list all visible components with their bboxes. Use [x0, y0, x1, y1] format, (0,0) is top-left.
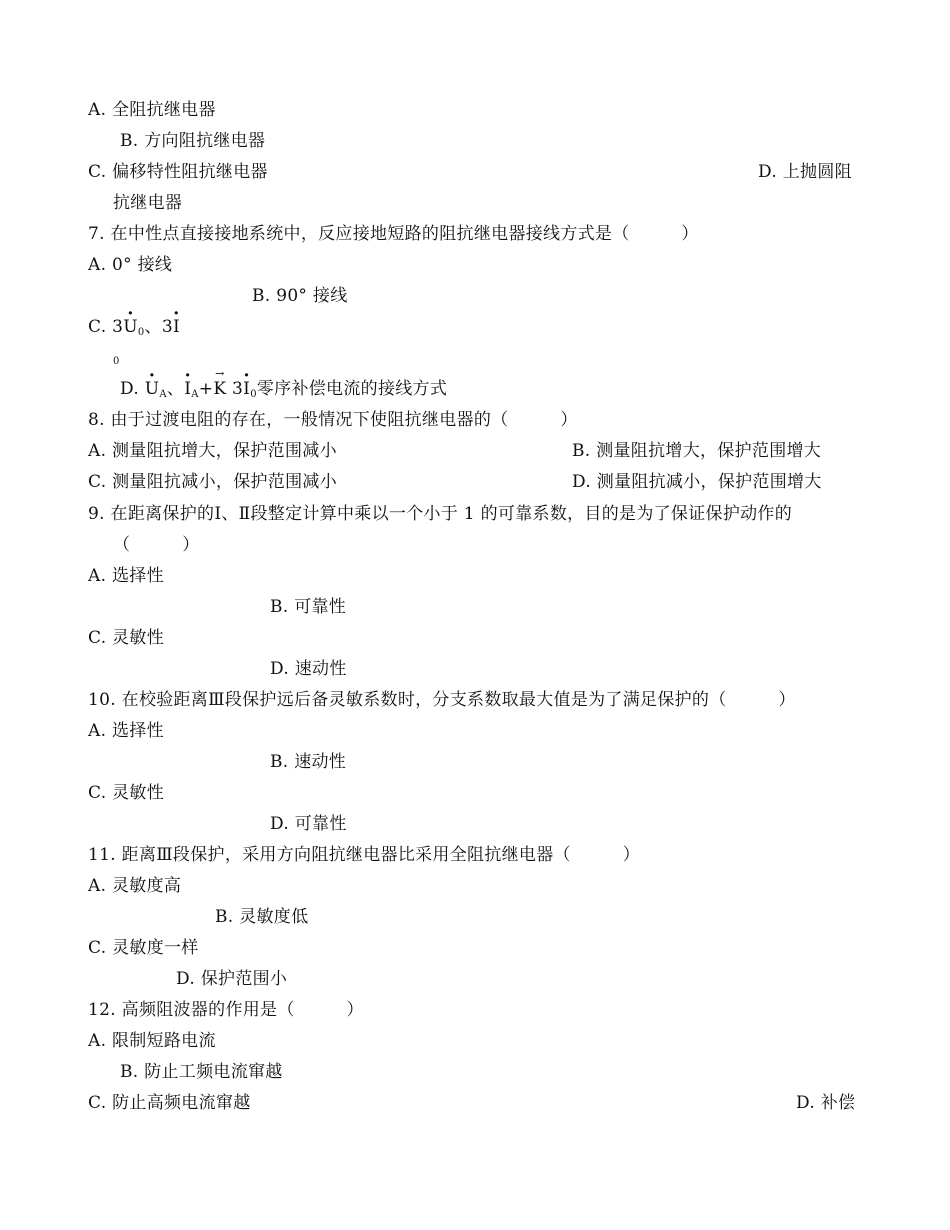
- q7-d-i-phasor: · I: [184, 378, 191, 400]
- q7-option-b: B. 90° 接线: [252, 286, 348, 306]
- q9-option-c: C. 灵敏性: [88, 628, 165, 648]
- q6-option-c: C. 偏移特性阻抗继电器: [88, 162, 268, 182]
- q7-d-i-subscript: A: [191, 389, 199, 400]
- q7-c-u-subscript: 0: [137, 327, 145, 338]
- q12-stem: 12. 高频阻波器的作用是（ ）: [88, 1000, 364, 1020]
- q12-option-d: D. 补偿: [796, 1093, 856, 1113]
- q8-option-c: C. 测量阻抗减小，保护范围减小: [88, 472, 338, 492]
- q7-option-a: A. 0° 接线: [88, 255, 173, 275]
- q6-option-a: A. 全阻抗继电器: [88, 100, 216, 120]
- q7-d-three: 3: [226, 379, 244, 399]
- q8-option-b: B. 测量阻抗增大，保护范围增大: [572, 441, 822, 461]
- q7-d-separator: 、: [166, 379, 185, 399]
- q7-c-mid: 、3: [144, 317, 173, 337]
- q8-stem: 8. 由于过渡电阻的存在，一般情况下使阻抗继电器的（ ）: [88, 410, 578, 430]
- q11-option-d: D. 保护范围小: [176, 969, 288, 989]
- q10-option-a: A. 选择性: [88, 721, 164, 741]
- q7-option-d: [120, 378, 447, 406]
- q7-c-i-subscript: 0: [113, 356, 120, 367]
- q9-option-d: D. 速动性: [270, 659, 347, 679]
- q12-option-c: C. 防止高频电流窜越: [88, 1093, 251, 1113]
- q7-d-u-phasor: · U: [145, 378, 160, 400]
- q7-d-u-subscript: A: [159, 389, 167, 400]
- q11-stem: 11. 距离Ⅲ段保护，采用方向阻抗继电器比采用全阻抗继电器（ ）: [88, 845, 641, 865]
- q7-stem: 7. 在中性点直接接地系统中，反应接地短路的阻抗继电器接线方式是（ ）: [88, 224, 699, 244]
- q11-option-a: A. 灵敏度高: [88, 876, 182, 896]
- q6-option-d: D. 上抛圆阻: [758, 162, 852, 182]
- q7-d-i0-subscript: 0: [250, 389, 257, 400]
- q10-option-c: C. 灵敏性: [88, 783, 165, 803]
- q8-option-d: D. 测量阻抗减小，保护范围增大: [572, 472, 822, 492]
- q12-option-b: B. 防止工频电流窜越: [120, 1062, 283, 1082]
- q6-option-d-continued: 抗继电器: [113, 193, 183, 213]
- q10-stem: 10. 在校验距离Ⅲ段保护远后备灵敏系数时，分支系数取最大值是为了满足保护的（ ）: [88, 690, 796, 710]
- q7-c-prefix: C. 3: [88, 317, 124, 337]
- q7-option-c: [88, 316, 180, 344]
- q7-d-suffix: 零序补偿电流的接线方式: [256, 379, 448, 399]
- q7-c-i-phasor: · I: [173, 316, 180, 338]
- q7-d-plus: +: [198, 379, 214, 399]
- q10-option-b: B. 速动性: [270, 752, 347, 772]
- q7-d-i0-phasor: · I: [243, 378, 250, 400]
- q7-d-k-vector: → K: [213, 378, 226, 400]
- q9-option-a: A. 选择性: [88, 566, 164, 586]
- q10-option-d: D. 可靠性: [270, 814, 347, 834]
- q7-d-prefix: D.: [120, 379, 140, 399]
- q8-option-a: A. 测量阻抗增大，保护范围减小: [88, 441, 337, 461]
- q11-option-c: C. 灵敏度一样: [88, 938, 199, 958]
- q9-option-b: B. 可靠性: [270, 597, 347, 617]
- q12-option-a: A. 限制短路电流: [88, 1031, 216, 1051]
- q7-c-u-phasor: · U: [123, 316, 138, 338]
- q6-option-b: B. 方向阻抗继电器: [120, 131, 266, 151]
- q9-stem-continued: （ ）: [113, 535, 200, 555]
- q11-option-b: B. 灵敏度低: [215, 907, 309, 927]
- q9-stem: 9. 在距离保护的Ⅰ、Ⅱ段整定计算中乘以一个小于 1 的可靠系数，目的是为了保证保护动作的: [88, 504, 793, 524]
